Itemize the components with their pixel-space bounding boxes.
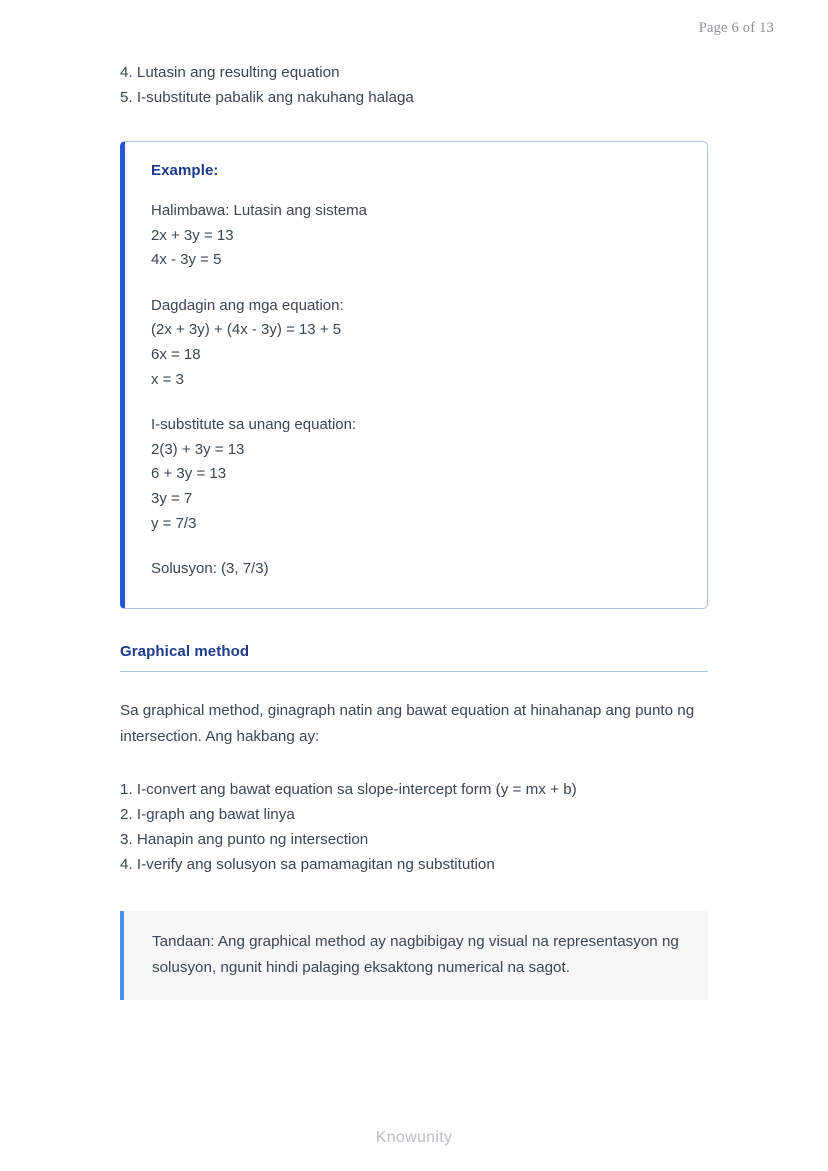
equation-group <box>151 294 683 392</box>
example-callout-box <box>120 141 708 609</box>
page-indicator: Page 6 of 13 <box>698 20 774 36</box>
note-callout-box <box>120 911 708 1000</box>
equation-line: 3y = 7 <box>151 489 193 507</box>
equation-line: x = 3 <box>151 370 184 388</box>
solution-line: Solusyon: (3, 7/3) <box>151 560 269 578</box>
footer-brand-watermark: Knowunity <box>375 1129 453 1146</box>
graphical-steps-list <box>120 777 708 877</box>
document-content <box>120 60 708 1000</box>
solution-group <box>151 557 683 582</box>
equation-line: Dagdagin ang mga equation: <box>151 296 344 314</box>
equation-line: 6x = 18 <box>151 345 201 363</box>
equation-line: 6 + 3y = 13 <box>151 465 227 483</box>
intro-steps-list <box>120 60 708 110</box>
example-title: Example: <box>151 162 219 179</box>
section-heading-graphical-method: Graphical method <box>120 643 708 672</box>
equation-group <box>151 199 683 273</box>
equation-line: y = 7/3 <box>151 514 197 532</box>
list-item: 4. I-verify ang solusyon sa pamamagitan ng substitution <box>120 855 495 873</box>
list-item: 3. Hanapin ang punto ng intersection <box>120 830 369 848</box>
equation-line: (2x + 3y) + (4x - 3y) = 13 + 5 <box>151 321 342 339</box>
equation-line: Halimbawa: Lutasin ang sistema <box>151 202 367 219</box>
list-item: 5. I-substitute pabalik ang nakuhang halaga <box>120 89 414 106</box>
list-item: 4. Lutasin ang resulting equation <box>120 64 340 81</box>
equation-line: I-substitute sa unang equation: <box>151 416 357 434</box>
equation-line: 2(3) + 3y = 13 <box>151 440 245 458</box>
equation-line: 2x + 3y = 13 <box>151 226 234 244</box>
list-item: 1. I-convert ang bawat equation sa slope-intercept form (y = mx + b) <box>120 780 577 798</box>
section-paragraph: Sa graphical method, ginagraph natin ang bawat equation at hinahanap ang punto ng intersection. Ang hakbang ay: <box>120 701 695 745</box>
equation-group <box>151 413 683 536</box>
list-item: 2. I-graph ang bawat linya <box>120 805 295 823</box>
note-text: Tandaan: Ang graphical method ay nagbibigay ng visual na representasyon ng solusyon, ngunit hindi palaging eksaktong numerical na sagot. <box>152 932 679 976</box>
equation-line: 4x - 3y = 5 <box>151 251 222 269</box>
